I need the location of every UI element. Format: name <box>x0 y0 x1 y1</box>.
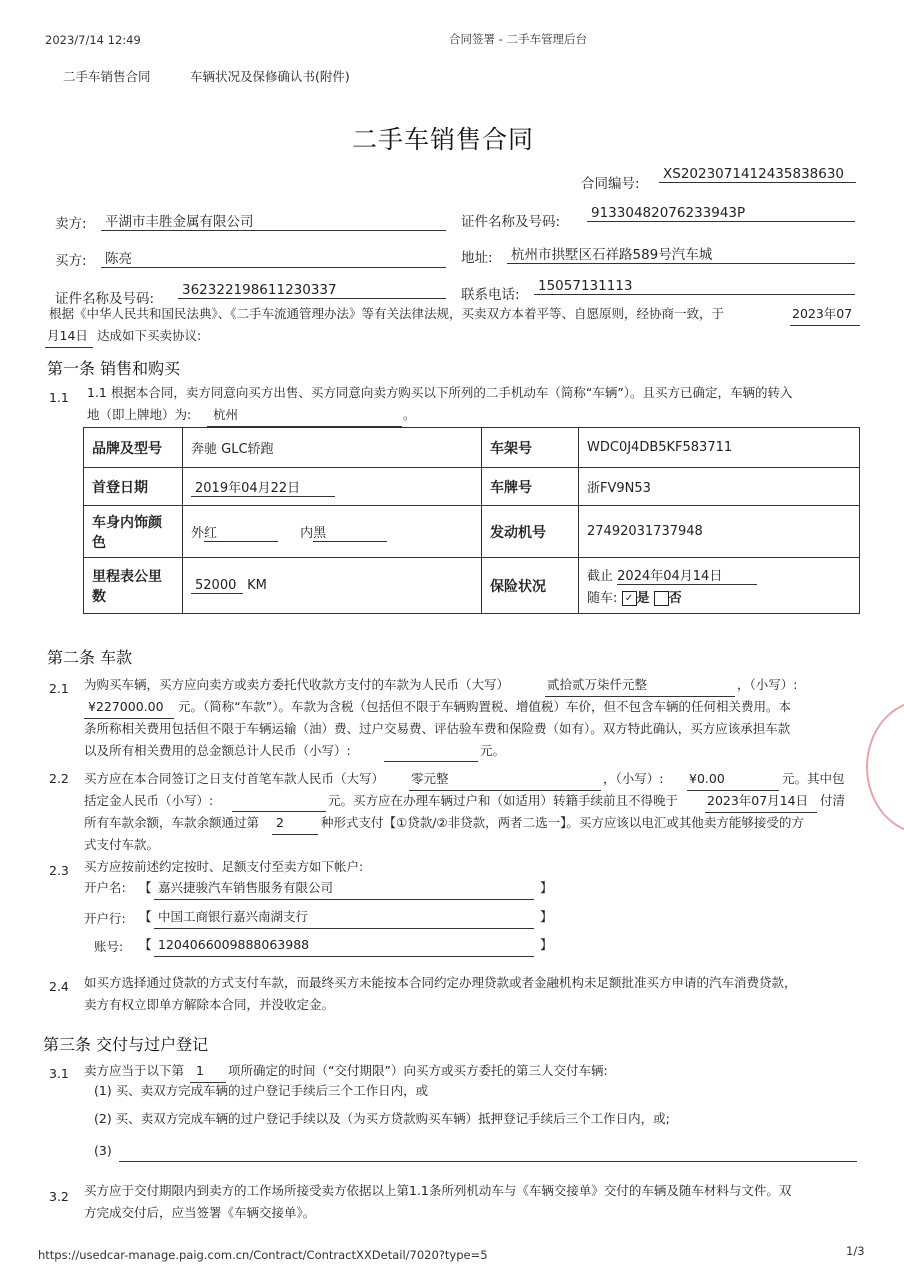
plate-value: 浙FV9N53 <box>579 468 860 506</box>
page-number: 1/3 <box>846 1244 865 1258</box>
clause-1-1-text-2: 地（即上牌地）为: <box>87 407 192 422</box>
vin-label: 车架号 <box>482 428 579 468</box>
delivery-option-3: (3) <box>94 1143 112 1158</box>
buyer-id-label: 证件名称及号码: <box>55 291 155 307</box>
clause-2-1-text-d: 条所称相关费用包括但不限于车辆运输（油）费、过户交易费、评估验车费和保险费（如有）。双方特此确认，买方应该承担车款 <box>84 721 791 736</box>
insurance-no-label: 否 <box>668 591 682 606</box>
price-amount: ¥227000.00 <box>84 696 174 719</box>
section-1-title: 第一条 销售和购买 <box>47 359 181 378</box>
color-ext-prefix: 外 <box>191 525 205 541</box>
down-payment-upper: 零元整 <box>409 768 601 791</box>
delivery-option-1: (1) 买、卖双方完成车辆的过户登记手续后三个工作日内，或 <box>94 1083 429 1098</box>
clause-2-2-text-b: ，（小写）: <box>603 771 664 786</box>
phone-label: 联系电话: <box>461 287 520 303</box>
clause-2-2-text-a: 买方应在本合同签订之日支付首笔车款人民币（大写） <box>84 771 385 786</box>
registration-city: 杭州 <box>207 404 402 427</box>
intro-text: 根据《中华人民共和国民法典》、《二手车流通管理办法》等有关法律法规，买卖双方本着平等、自愿原则，经协商一致，于 <box>49 306 725 321</box>
clause-3-2-text-b: 方完成交付后，应当签署《车辆交接单》。 <box>84 1205 316 1220</box>
contract-no-label: 合同编号: <box>581 176 640 192</box>
clause-2-3-text: 买方应按前述约定按时、足额支付至卖方如下帐户: <box>84 859 364 874</box>
clause-2-4-num: 2.4 <box>49 979 69 994</box>
clause-3-1-text-a: 卖方应当于以下第 <box>84 1063 185 1078</box>
account-no: 1204066009888063988 <box>154 934 534 957</box>
insurance-follow-label: 随车: <box>587 591 618 606</box>
clause-2-2-text-h: 种形式支付【①贷款/②非贷款，两者二选一】。买方应该以电汇或其他卖方能够接受的方 <box>321 815 804 830</box>
clause-2-1-text-a: 为购买车辆，买方应向卖方或卖方委托代收款方支付的车款为人民币（大写） <box>84 677 510 692</box>
clause-2-4-text-b: 卖方有权立即单方解除本合同，并没收定金。 <box>84 997 335 1012</box>
clause-3-2-num: 3.2 <box>49 1189 69 1204</box>
insurance-prefix: 截止 <box>587 569 614 584</box>
clause-2-1-text-e: 以及所有相关费用的总金额总计人民币（小写）: <box>84 743 351 758</box>
account-no-label: 账号: <box>94 939 124 954</box>
phone: 15057131113 <box>534 278 855 295</box>
insurance-no-checkbox[interactable] <box>654 591 669 606</box>
deposit-amount-field <box>232 790 326 812</box>
intro-date-2: 月14日 <box>45 325 93 348</box>
mileage-value: 52000 <box>191 578 243 594</box>
contract-no: XS2023071412435838630 <box>659 166 856 183</box>
insurance-yes-checkbox[interactable]: ✓ <box>622 591 637 606</box>
color-ext-value: 红 <box>204 522 278 542</box>
brand-label: 品牌及型号 <box>84 428 183 468</box>
tab-vehicle-condition[interactable]: 车辆状况及保修确认书(附件) <box>190 69 350 84</box>
clause-2-1-text-b: ，（小写）: <box>737 677 798 692</box>
clause-3-1-text-b: 项所确定的时间（“交付期限”）向买方或买方委托的第三人交付车辆: <box>228 1063 608 1078</box>
delivery-option-3-field <box>119 1140 857 1162</box>
seller-label: 卖方: <box>55 216 87 232</box>
clause-2-2-text-d: 括定金人民币（小写）: <box>84 793 214 808</box>
payment-method: 2 <box>272 812 318 835</box>
account-name-label: 开户名: <box>84 880 126 895</box>
clause-2-1-num: 2.1 <box>49 681 69 696</box>
address: 杭州市拱墅区石祥路589号汽车城 <box>507 243 855 264</box>
account-no-close: 】 <box>540 937 553 952</box>
tab-sales-contract[interactable]: 二手车销售合同 <box>63 69 151 84</box>
buyer-id: 362322198611230337 <box>178 282 446 299</box>
clause-1-1-num: 1.1 <box>49 390 69 405</box>
price-upper: 贰拾贰万柒仟元整 <box>545 674 735 697</box>
mileage-label: 里程表公里数 <box>84 558 183 614</box>
company-seal <box>866 700 904 834</box>
bank-label: 开户行: <box>84 911 126 926</box>
intro-text-2: 达成如下买卖协议: <box>97 328 202 343</box>
document-title: 二手车销售合同 <box>352 125 535 154</box>
page-url: https://usedcar-manage.paig.com.cn/Contract/ContractXXDetail/7020?type=5 <box>38 1248 488 1262</box>
intro-date-1: 2023年07 <box>790 303 860 326</box>
vehicle-table <box>83 427 860 614</box>
brand-value: 奔驰 GLC轿跑 <box>183 428 482 468</box>
clause-2-2-text-c: 元。其中包 <box>782 771 845 786</box>
section-3-title: 第三条 交付与过户登记 <box>43 1035 209 1054</box>
account-name-open: 【 <box>139 880 152 895</box>
clause-2-2-text-i: 式支付车款。 <box>84 837 160 852</box>
account-name-close: 】 <box>540 880 553 895</box>
clause-2-4-text-a: 如买方选择通过贷款的方式支付车款，而最终买方未能按本合同约定办理贷款或者金融机构未足额批准买方申请的汽车消费贷款， <box>84 975 797 990</box>
clause-2-2-text-e: 元。买方应在办理车辆过户和（如适用）转籍手续前且不得晚于 <box>328 793 679 808</box>
clause-2-1-text-f: 元。 <box>480 743 506 758</box>
clause-3-1-num: 3.1 <box>49 1066 69 1081</box>
seller-id-label: 证件名称及号码: <box>461 214 561 230</box>
color-int-value: 黑 <box>313 522 387 542</box>
clause-1-1-text: 1.1 根据本合同，卖方同意向买方出售、买方同意向卖方购买以下所列的二手机动车（简称“车辆”）。且买方已确定，车辆的转入 <box>87 385 793 400</box>
section-2-title: 第二条 车款 <box>47 648 133 667</box>
insurance-label: 保险状况 <box>482 558 579 614</box>
clause-2-2-text-f: 付清 <box>820 793 846 808</box>
insurance-yes-label: 是 <box>636 591 650 606</box>
clause-2-2-num: 2.2 <box>49 771 69 786</box>
account-no-open: 【 <box>139 937 152 952</box>
address-label: 地址: <box>461 250 493 266</box>
print-datetime: 2023/7/14 12:49 <box>45 33 141 47</box>
seller-name: 平湖市丰胜金属有限公司 <box>101 210 446 231</box>
engine-value: 27492031737948 <box>579 506 860 558</box>
buyer-label: 买方: <box>55 253 87 269</box>
bank-name: 中国工商银行嘉兴南湖支行 <box>154 906 534 929</box>
mileage-unit: KM <box>247 577 267 593</box>
final-payment-date: 2023年07月14日 <box>705 790 817 813</box>
clause-1-1-end: 。 <box>403 407 416 422</box>
clause-2-2-text-g: 所有车款余额，车款余额通过第 <box>84 815 260 830</box>
account-name: 嘉兴捷骏汽车销售服务有限公司 <box>154 877 534 900</box>
clause-2-1-text-c: 元。（简称“车款”）。车款为含税（包括但不限于车辆购置税、增值税）车价，但不包含车辆的任何相关费用。本 <box>178 699 791 714</box>
delivery-option-2: (2) 买、卖双方完成车辆的过户登记手续以及（为买方贷款购买车辆）抵押登记手续后三个工作日内，或; <box>94 1111 670 1126</box>
seller-id: 91330482076233943P <box>587 205 855 222</box>
insurance-date: 2024年04月14日 <box>617 565 757 585</box>
reg-date-value: 2019年04月22日 <box>191 477 335 497</box>
clause-3-2-text-a: 买方应于交付期限内到卖方的工作场所接受卖方依据以上第1.1条所列机动车与《车辆交接单》交付的车辆及随车材料与文件。双 <box>84 1183 792 1198</box>
clause-2-3-num: 2.3 <box>49 863 69 878</box>
plate-label: 车牌号 <box>482 468 579 506</box>
engine-label: 发动机号 <box>482 506 579 558</box>
color-int-prefix: 内 <box>300 525 314 541</box>
bank-close: 】 <box>540 909 553 924</box>
down-payment-amount: ¥0.00 <box>687 768 779 791</box>
color-label: 车身内饰颜色 <box>84 506 183 558</box>
page-title: 合同签署 - 二手车管理后台 <box>449 32 587 46</box>
vin-value: WDC0J4DB5KF583711 <box>579 428 860 468</box>
buyer-name: 陈亮 <box>101 247 446 268</box>
bank-open: 【 <box>139 909 152 924</box>
total-amount-field <box>384 740 478 762</box>
reg-date-label: 首登日期 <box>84 468 183 506</box>
delivery-option: 1 <box>190 1060 226 1083</box>
